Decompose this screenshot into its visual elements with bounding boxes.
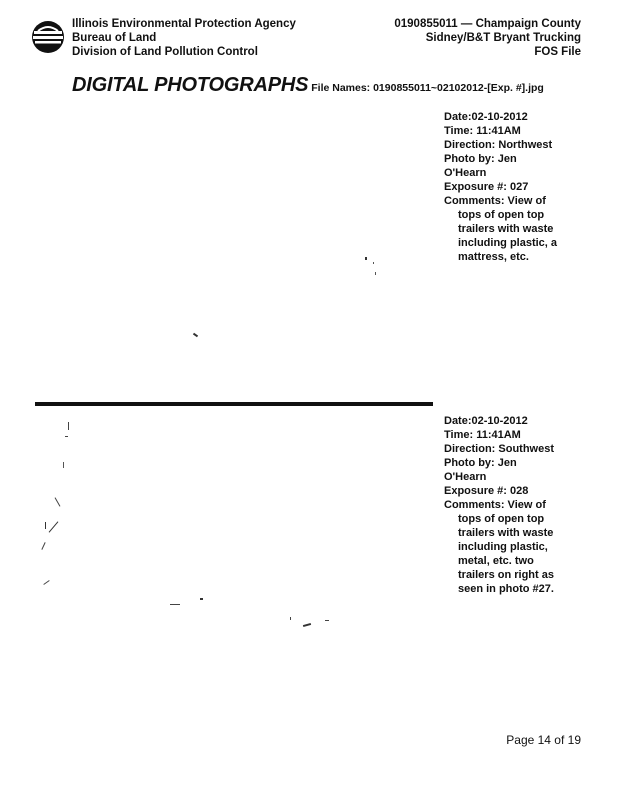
photo-comment-line: seen in photo #27. — [458, 583, 554, 595]
photo-direction: Direction: Southwest — [444, 443, 555, 455]
photo-speck — [200, 598, 203, 600]
photo-speck — [43, 580, 49, 585]
file-names: File Names: 0190855011~02102012-[Exp. #].jpg — [311, 82, 544, 94]
photo-speck — [193, 333, 198, 338]
photo-speck — [41, 542, 45, 550]
photo-speck — [290, 617, 291, 620]
title-row — [72, 74, 544, 97]
photo-comment-line: trailers with waste — [458, 527, 554, 539]
site-info-block — [394, 17, 581, 59]
agency-name-block — [72, 17, 296, 59]
photo-by-name: O'Hearn — [444, 471, 487, 483]
photo-speck — [365, 257, 367, 260]
site-name-line: Sidney/B&T Bryant Trucking — [425, 32, 581, 44]
photo-speck — [63, 462, 64, 468]
photo-027 — [35, 112, 433, 392]
photo-date: Date:02-10-2012 — [444, 111, 528, 123]
photo-027-details — [444, 110, 594, 264]
site-id-line: 0190855011 — Champaign County — [394, 18, 581, 30]
photo-comment-line: tops of open top — [458, 209, 545, 221]
photo-comment-line: metal, etc. two — [458, 555, 534, 567]
photo-date: Date:02-10-2012 — [444, 415, 528, 427]
photo-time: Time: 11:41AM — [444, 125, 521, 137]
illinois-epa-logo-icon — [31, 20, 65, 54]
photo-comment-line: including plastic, a — [458, 237, 558, 249]
photo-comment-line: tops of open top — [458, 513, 545, 525]
division-line: Division of Land Pollution Control — [72, 46, 258, 58]
photo-028 — [35, 402, 433, 682]
photo-comment-line: trailers with waste — [458, 223, 554, 235]
photo-speck — [325, 620, 329, 621]
photo-by-name: O'Hearn — [444, 167, 487, 179]
page-title: DIGITAL PHOTOGRAPHS — [72, 74, 309, 96]
photo-direction: Direction: Northwest — [444, 139, 553, 151]
photo-comment-line: including plastic, — [458, 541, 548, 553]
photo-speck — [45, 522, 46, 529]
photo-speck — [303, 623, 311, 627]
photo-comments-label: Comments: View of — [444, 499, 546, 511]
agency-line: Illinois Environmental Protection Agency — [72, 18, 296, 30]
photo-by: Photo by: Jen — [444, 457, 517, 469]
photo-comment-line: mattress, etc. — [458, 251, 529, 263]
page-number: Page 14 of 19 — [506, 733, 581, 747]
photo-exposure: Exposure #: 028 — [444, 485, 529, 497]
photo-028-details — [444, 414, 594, 596]
photo-speck — [55, 497, 61, 506]
photo-speck — [170, 604, 180, 605]
photo-speck — [375, 272, 376, 275]
photo-time: Time: 11:41AM — [444, 429, 521, 441]
photo-speck — [49, 521, 59, 532]
photo-comment-line: trailers on right as — [458, 569, 554, 581]
photo-comments-label: Comments: View of — [444, 195, 546, 207]
photo-exposure: Exposure #: 027 — [444, 181, 529, 193]
file-type-line: FOS File — [534, 46, 581, 58]
bureau-line: Bureau of Land — [72, 32, 157, 44]
photo-speck — [373, 262, 374, 264]
photo-speck — [65, 436, 68, 437]
photo-by: Photo by: Jen — [444, 153, 517, 165]
photo-speck — [68, 422, 69, 430]
